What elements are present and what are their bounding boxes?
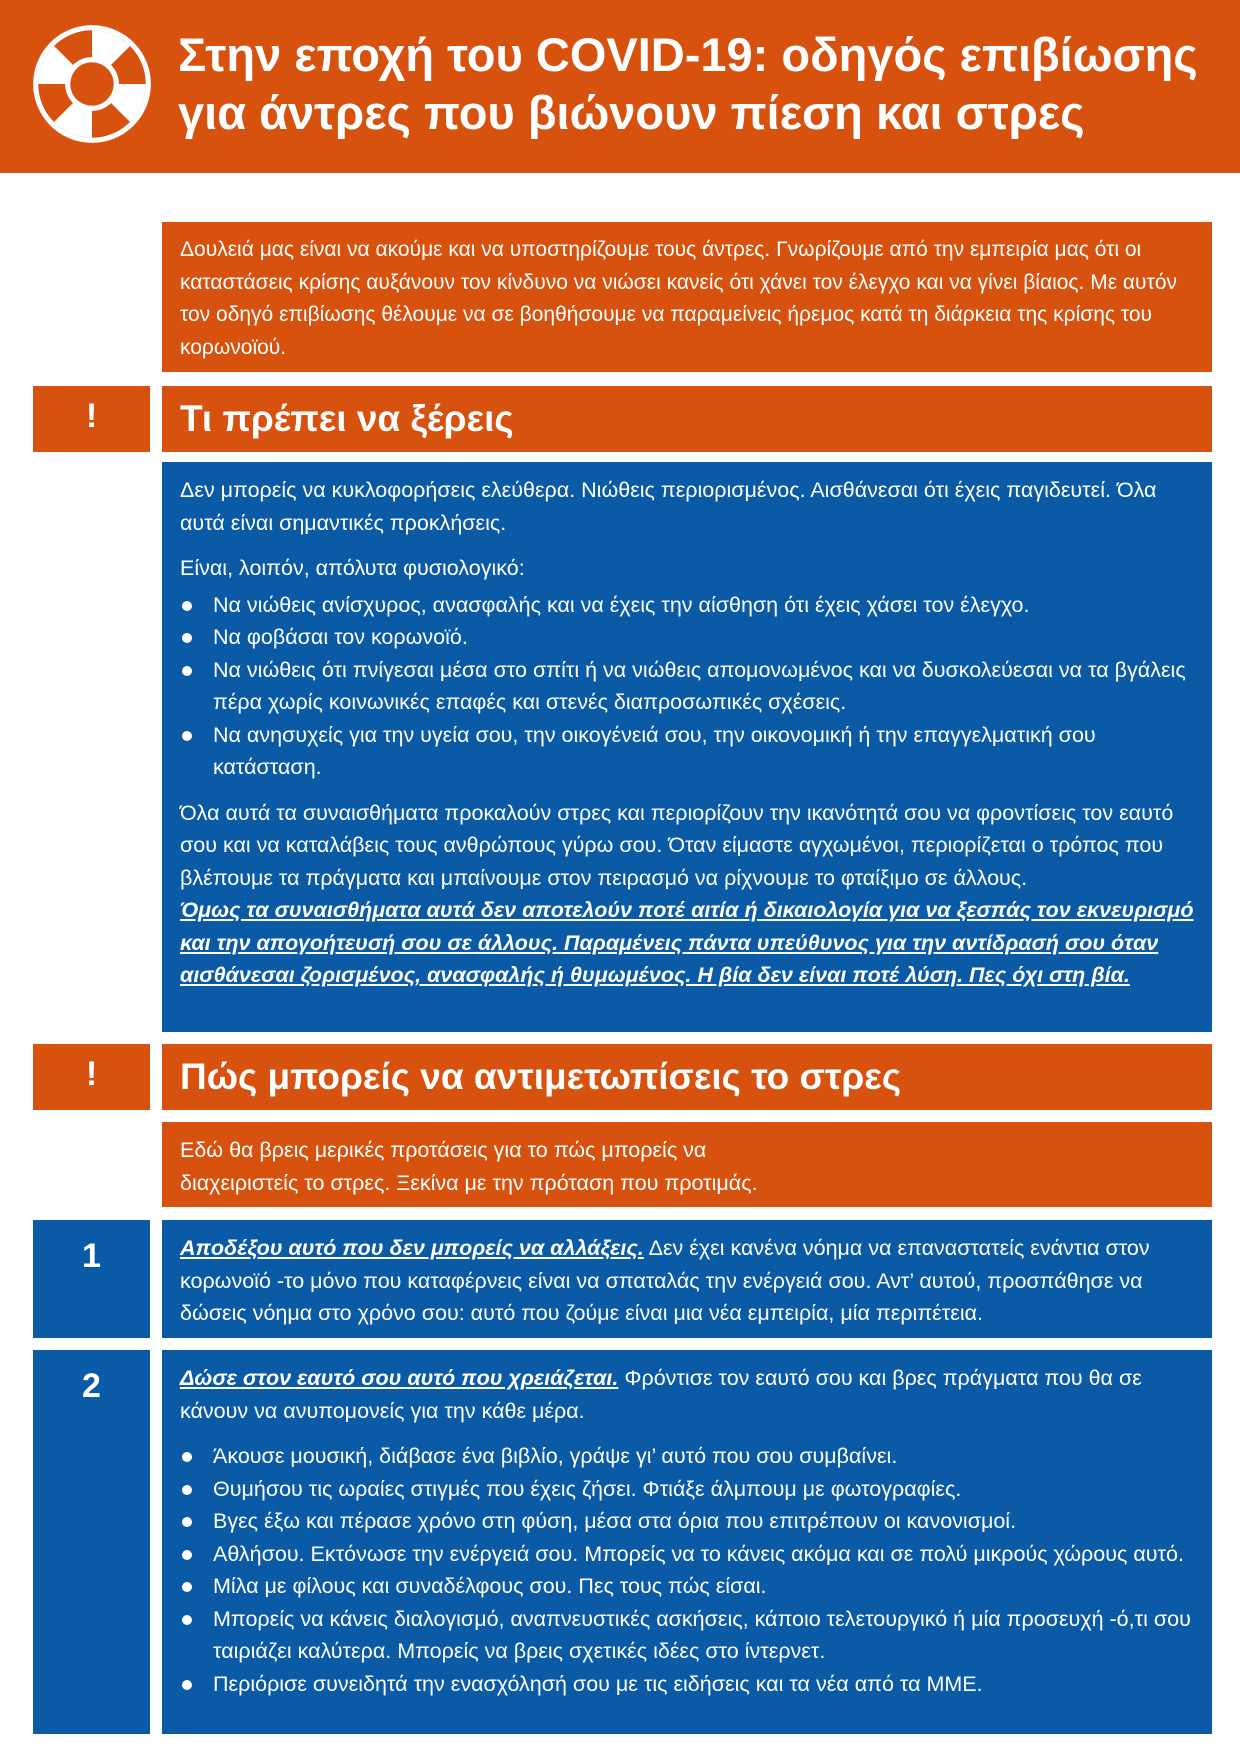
list-item: Περιόρισε συνειδητά την ενασχόλησή σου με τις ειδήσεις και τα νέα από τα ΜΜΕ.: [180, 1668, 1194, 1701]
list-item: Να νιώθεις ότι πνίγεσαι μέσα στο σπίτι ή να νιώθεις απομονωμένος και να δυσκολεύεσαι να τα βγάλεις πέρα χωρίς κοινωνικές επαφές και στενές διαπροσωπικές σχέσεις.: [180, 654, 1194, 719]
list-item: Άκουσε μουσική, διάβασε ένα βιβλίο, γράψε γι’ αυτό που σου συμβαίνει.: [180, 1440, 1194, 1473]
section1-heading: Τι πρέπει να ξέρεις: [162, 386, 1212, 452]
intro-box: [162, 222, 1212, 372]
step2-lead: Δώσε στον εαυτό σου αυτό που χρειάζεται.: [180, 1366, 619, 1390]
step2-bullet-list: [180, 1440, 1194, 1700]
list-item: Να ανησυχείς για την υγεία σου, την οικογένειά σου, την οικονομική ή την επαγγελματική σου κατάσταση.: [180, 719, 1194, 784]
lifebuoy-icon: [28, 20, 156, 148]
list-item: Θυμήσου τις ωραίες στιγμές που έχεις ζήσει. Φτιάξε άλμπουμ με φωτογραφίες.: [180, 1473, 1194, 1506]
section2-intro-line-2: διαχειριστείς το στρες. Ξεκίνα με την πρόταση που προτιμάς.: [180, 1171, 758, 1195]
list-item: Αθλήσου. Εκτόνωσε την ενέργειά σου. Μπορείς να το κάνεις ακόμα και σε πολύ μικρούς χώρους αυτό.: [180, 1538, 1194, 1571]
section1-marker: !: [33, 386, 150, 452]
list-item: Να νιώθεις ανίσχυρος, ανασφαλής και να έχεις την αίσθηση ότι έχεις χάσει τον έλεγχο.: [180, 589, 1194, 622]
list-item: Μίλα με φίλους και συναδέλφους σου. Πες τους πώς είσαι.: [180, 1570, 1194, 1603]
page-title: [178, 26, 1218, 142]
step1-lead: Αποδέξου αυτό που δεν μπορείς να αλλάξεις.: [180, 1236, 644, 1260]
list-item: Βγες έξω και πέρασε χρόνο στη φύση, μέσα στα όρια που επιτρέπουν οι κανονισμοί.: [180, 1505, 1194, 1538]
list-item: Να φοβάσαι τον κορωνοϊό.: [180, 621, 1194, 654]
step2-number: 2: [33, 1350, 150, 1734]
section1-bullet-list: [180, 589, 1194, 784]
step2-text: Φρόντισε τον εαυτό σου και βρες πράγματα που θα σε κάνουν να ανυπομονείς για την κάθε μέρα.: [180, 1366, 1142, 1423]
section1-paragraph-3: Όλα αυτά τα συναισθήματα προκαλούν στρες και περιορίζουν την ικανότητά σου να φροντίσεις τον εαυτό σου και να καταλάβεις τους ανθρώπους γύρω σου. Όταν είμαστε αγχωμένοι, περιορίζεται ο τρόπος που βλέπουμε τα πράγματα και μπαίνουμε στον πειρασμό να ρίχνουμε το φταίξιμο σε άλλους.: [180, 800, 1174, 890]
title-line-2: για άντρες που βιώνουν πίεση και στρες: [178, 86, 1085, 139]
step2-box: [162, 1350, 1212, 1734]
list-item: Μπορείς να κάνεις διαλογισμό, αναπνευστικές ασκήσεις, κάποιο τελετουργικό ή μία προσευχή -ό,τι σου ταιριάζει καλύτερα. Μπορείς να βρεις σχετικές ιδέες στο ίντερνετ.: [180, 1603, 1194, 1668]
section2-intro-box: [162, 1122, 1212, 1207]
section2-heading: Πώς μπορείς να αντιμετωπίσεις το στρες: [162, 1044, 1212, 1110]
step1-text: Δεν έχει κανένα νόημα να επαναστατείς ενάντια στον κορωνοϊό -το μόνο που καταφέρνεις είναι να σπαταλάς την ενέργειά σου. Αντ’ αυτού, προσπάθησε να δώσεις νόημα στο χρόνο σου: αυτό που ζούμε είναι μια νέα εμπειρία, μία περιπέτεια.: [180, 1236, 1150, 1325]
section2-intro-line-1: Εδώ θα βρεις μερικές προτάσεις για το πώς μπορείς να: [180, 1138, 707, 1162]
intro-text: Δουλειά μας είναι να ακούμε και να υποστηρίζουμε τους άντρες. Γνωρίζουμε από την εμπειρία μας ότι οι καταστάσεις κρίσης αυξάνουν τον κίνδυνο να νιώσει κανείς ότι χάνει τον έλεγχο και να γίνει βίαιος. Με αυτόν τον οδηγό επιβίωσης θέλουμε να σε βοηθήσουμε να παραμείνεις ήρεμος κατά τη διάρκεια της κρίσης του κορωνοϊού.: [180, 238, 1178, 359]
section1-body: [162, 462, 1212, 1032]
title-line-1: Στην εποχή του COVID-19: οδηγός επιβίωσης: [178, 28, 1198, 81]
step1-box: [162, 1220, 1212, 1338]
section1-warning-text: Όμως τα συναισθήματα αυτά δεν αποτελούν ποτέ αιτία ή δικαιολογία για να ξεσπάς τον εκνευρισμό και την απογοήτευσή σου σε άλλους. Παραμένεις πάντα υπεύθυνος για την αντίδρασή σου όταν αισθάνεσαι ζορισμένος, ανασφαλής ή θυμωμένος. Η βία δεν είναι ποτέ λύση. Πες όχι στη βία.: [180, 898, 1194, 987]
section2-marker: !: [33, 1044, 150, 1110]
section1-paragraph-1: Δεν μπορείς να κυκλοφορήσεις ελεύθερα. Νιώθεις περιορισμένος. Αισθάνεσαι ότι έχεις παγιδευτεί. Όλα αυτά είναι σημαντικές προκλήσεις.: [180, 478, 1157, 535]
section1-paragraph-2: Είναι, λοιπόν, απόλυτα φυσιολογικό:: [180, 556, 525, 580]
header-banner: [0, 0, 1240, 173]
step1-number: 1: [33, 1220, 150, 1338]
